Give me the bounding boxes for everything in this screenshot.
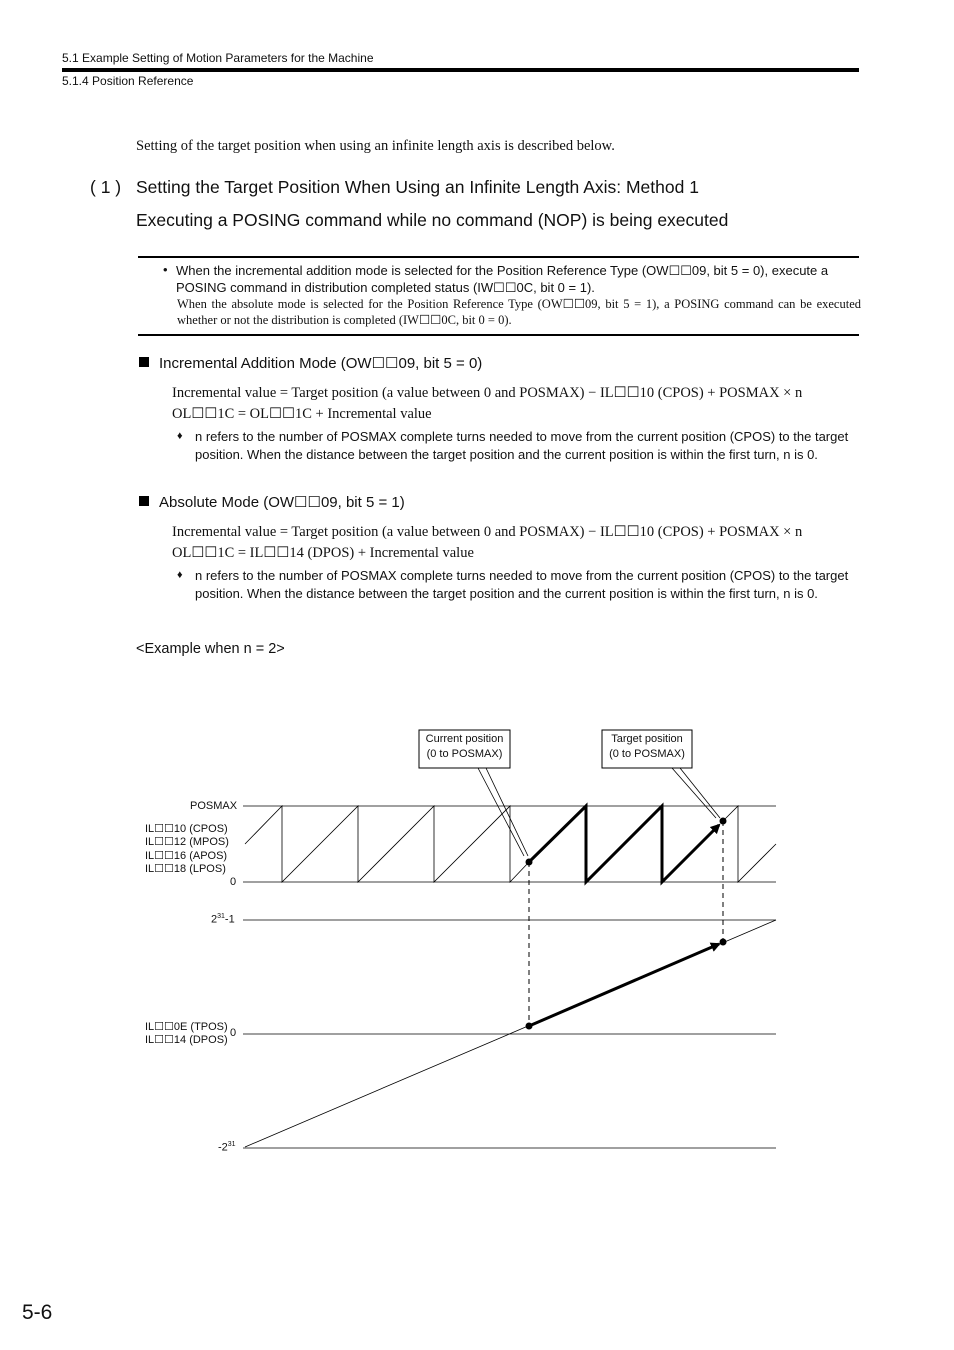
callout-pointer bbox=[672, 768, 716, 818]
callout-pointer bbox=[486, 768, 528, 856]
absolute-mode-heading: Absolute Mode (OW☐☐09, bit 5 = 1) bbox=[159, 494, 405, 511]
intro-paragraph: Setting of the target position when using an infinite length axis is described below. bbox=[136, 138, 615, 154]
register-cpos-label: IL☐☐10 (CPOS) bbox=[145, 823, 228, 835]
incremental-mode-heading: Incremental Addition Mode (OW☐☐09, bit 5 = 0) bbox=[159, 355, 483, 372]
dpos-move-arrow bbox=[529, 944, 719, 1026]
sawtooth-after bbox=[723, 806, 776, 882]
lower-zero-label: 0 bbox=[230, 1027, 237, 1039]
posmax-label: POSMAX bbox=[190, 800, 238, 812]
register-dpos-label: IL☐☐14 (DPOS) bbox=[145, 1034, 228, 1046]
section-subtitle: Executing a POSING command while no command (NOP) is being executed bbox=[136, 210, 729, 230]
section-title: Setting the Target Position When Using an Infinite Length Axis: Method 1 bbox=[136, 177, 699, 197]
absolute-n-note: n refers to the number of POSMAX complete turns needed to move from the current position (CPOS) to the target position. When the distance between the target position and the current position is within the first turn, n is 0. bbox=[195, 568, 849, 601]
callout-target-line2: (0 to POSMAX) bbox=[609, 748, 685, 760]
max-value-label: $2^{31}-1$ bbox=[211, 913, 235, 926]
note-absolute-mode: When the absolute mode is selected for the Position Reference Type (OW☐☐09, bit 5 = 1), a POSING command can be executed whether or not the distribution is completed (IW☐☐0C, bit 0 = 0). bbox=[177, 297, 861, 327]
note-bullet: • bbox=[163, 262, 168, 277]
incremental-formula-2: OL☐☐1C = OL☐☐1C + Incremental value bbox=[172, 406, 432, 422]
diamond-bullet-icon: ♦ bbox=[177, 430, 183, 442]
example-label: <Example when n = 2> bbox=[136, 641, 285, 657]
register-apos-label: IL☐☐16 (APOS) bbox=[145, 850, 228, 862]
sawtooth-before bbox=[245, 806, 529, 882]
cpos-move-path bbox=[529, 806, 719, 882]
absolute-formula-1: Incremental value = Target position (a value between 0 and POSMAX) − IL☐☐10 (CPOS) + POSMAX × n bbox=[172, 524, 803, 540]
callout-target-line1: Target position bbox=[611, 733, 683, 745]
register-tpos-label: IL☐☐0E (TPOS) bbox=[145, 1021, 228, 1033]
upper-zero-label: 0 bbox=[230, 876, 237, 888]
section-number: ( 1 ) bbox=[90, 177, 122, 197]
running-header-section: 5.1 Example Setting of Motion Parameters for the Machine bbox=[62, 51, 374, 65]
absolute-formula-2: OL☐☐1C = IL☐☐14 (DPOS) + Incremental value bbox=[172, 545, 474, 561]
running-header-subsection: 5.1.4 Position Reference bbox=[62, 74, 194, 88]
callout-pointer bbox=[680, 768, 720, 818]
incremental-n-note: n refers to the number of POSMAX complete turns needed to move from the current position (CPOS) to the target position. When the distance between the target position and the current position is within the first turn, n is 0. bbox=[195, 429, 849, 462]
register-lpos-label: IL☐☐18 (LPOS) bbox=[145, 863, 226, 875]
min-value-label: $-2^{31}$ bbox=[218, 1141, 236, 1154]
page-number: 5-6 bbox=[22, 1301, 53, 1324]
incremental-formula-1: Incremental value = Target position (a value between 0 and POSMAX) − IL☐☐10 (CPOS) + POSMAX × n bbox=[172, 385, 803, 401]
note-incremental-mode: When the incremental addition mode is selected for the Position Reference Type (OW☐☐09, bit 5 = 0), execute a POSING command in distribution completed status (IW☐☐0C, bit 0 = 1). bbox=[176, 263, 829, 295]
register-mpos-label: IL☐☐12 (MPOS) bbox=[145, 836, 229, 848]
diamond-bullet-icon: ♦ bbox=[177, 569, 183, 581]
callout-current-line1: Current position bbox=[425, 733, 504, 745]
callout-pointer bbox=[478, 768, 524, 856]
callout-current-line2: (0 to POSMAX) bbox=[426, 748, 503, 760]
